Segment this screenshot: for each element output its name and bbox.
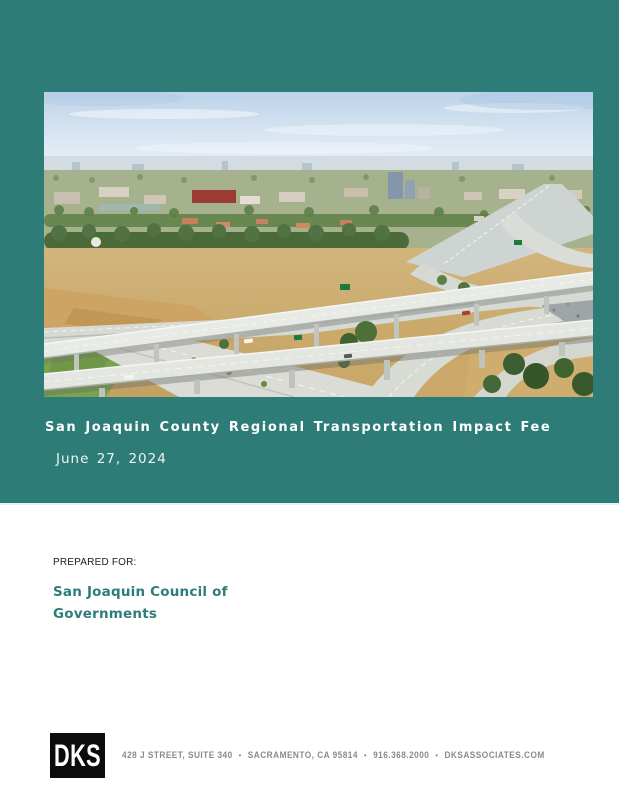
prepared-for-line2: Governments: [53, 606, 158, 622]
distant-skyline: [44, 156, 593, 172]
prepared-for-line1: San Joaquin Council of: [53, 584, 228, 600]
footer-phone: 916.368.2000: [373, 750, 430, 761]
freeway-interchange-illustration: [44, 92, 593, 397]
separator-dot-icon: •: [364, 751, 367, 760]
footer: [50, 733, 608, 778]
footer-website: DKSASSOCIATES.COM: [444, 750, 545, 761]
report-date: June 27, 2024: [56, 451, 167, 467]
prepared-for-name: [53, 581, 228, 625]
footer-city: SACRAMENTO, CA 95814: [247, 750, 358, 761]
separator-dot-icon: •: [435, 751, 439, 760]
footer-address: 428 J STREET, SUITE 340: [122, 750, 233, 761]
dks-logo-text: DKS: [54, 737, 101, 774]
prepared-for-label: PREPARED FOR:: [53, 557, 137, 568]
dks-logo: [50, 733, 105, 778]
separator-dot-icon: •: [238, 751, 242, 760]
footer-contact-line: [122, 750, 545, 761]
cover-photo: [44, 92, 593, 397]
report-title: San Joaquin County Regional Transportation Impact Fee: [45, 420, 552, 435]
